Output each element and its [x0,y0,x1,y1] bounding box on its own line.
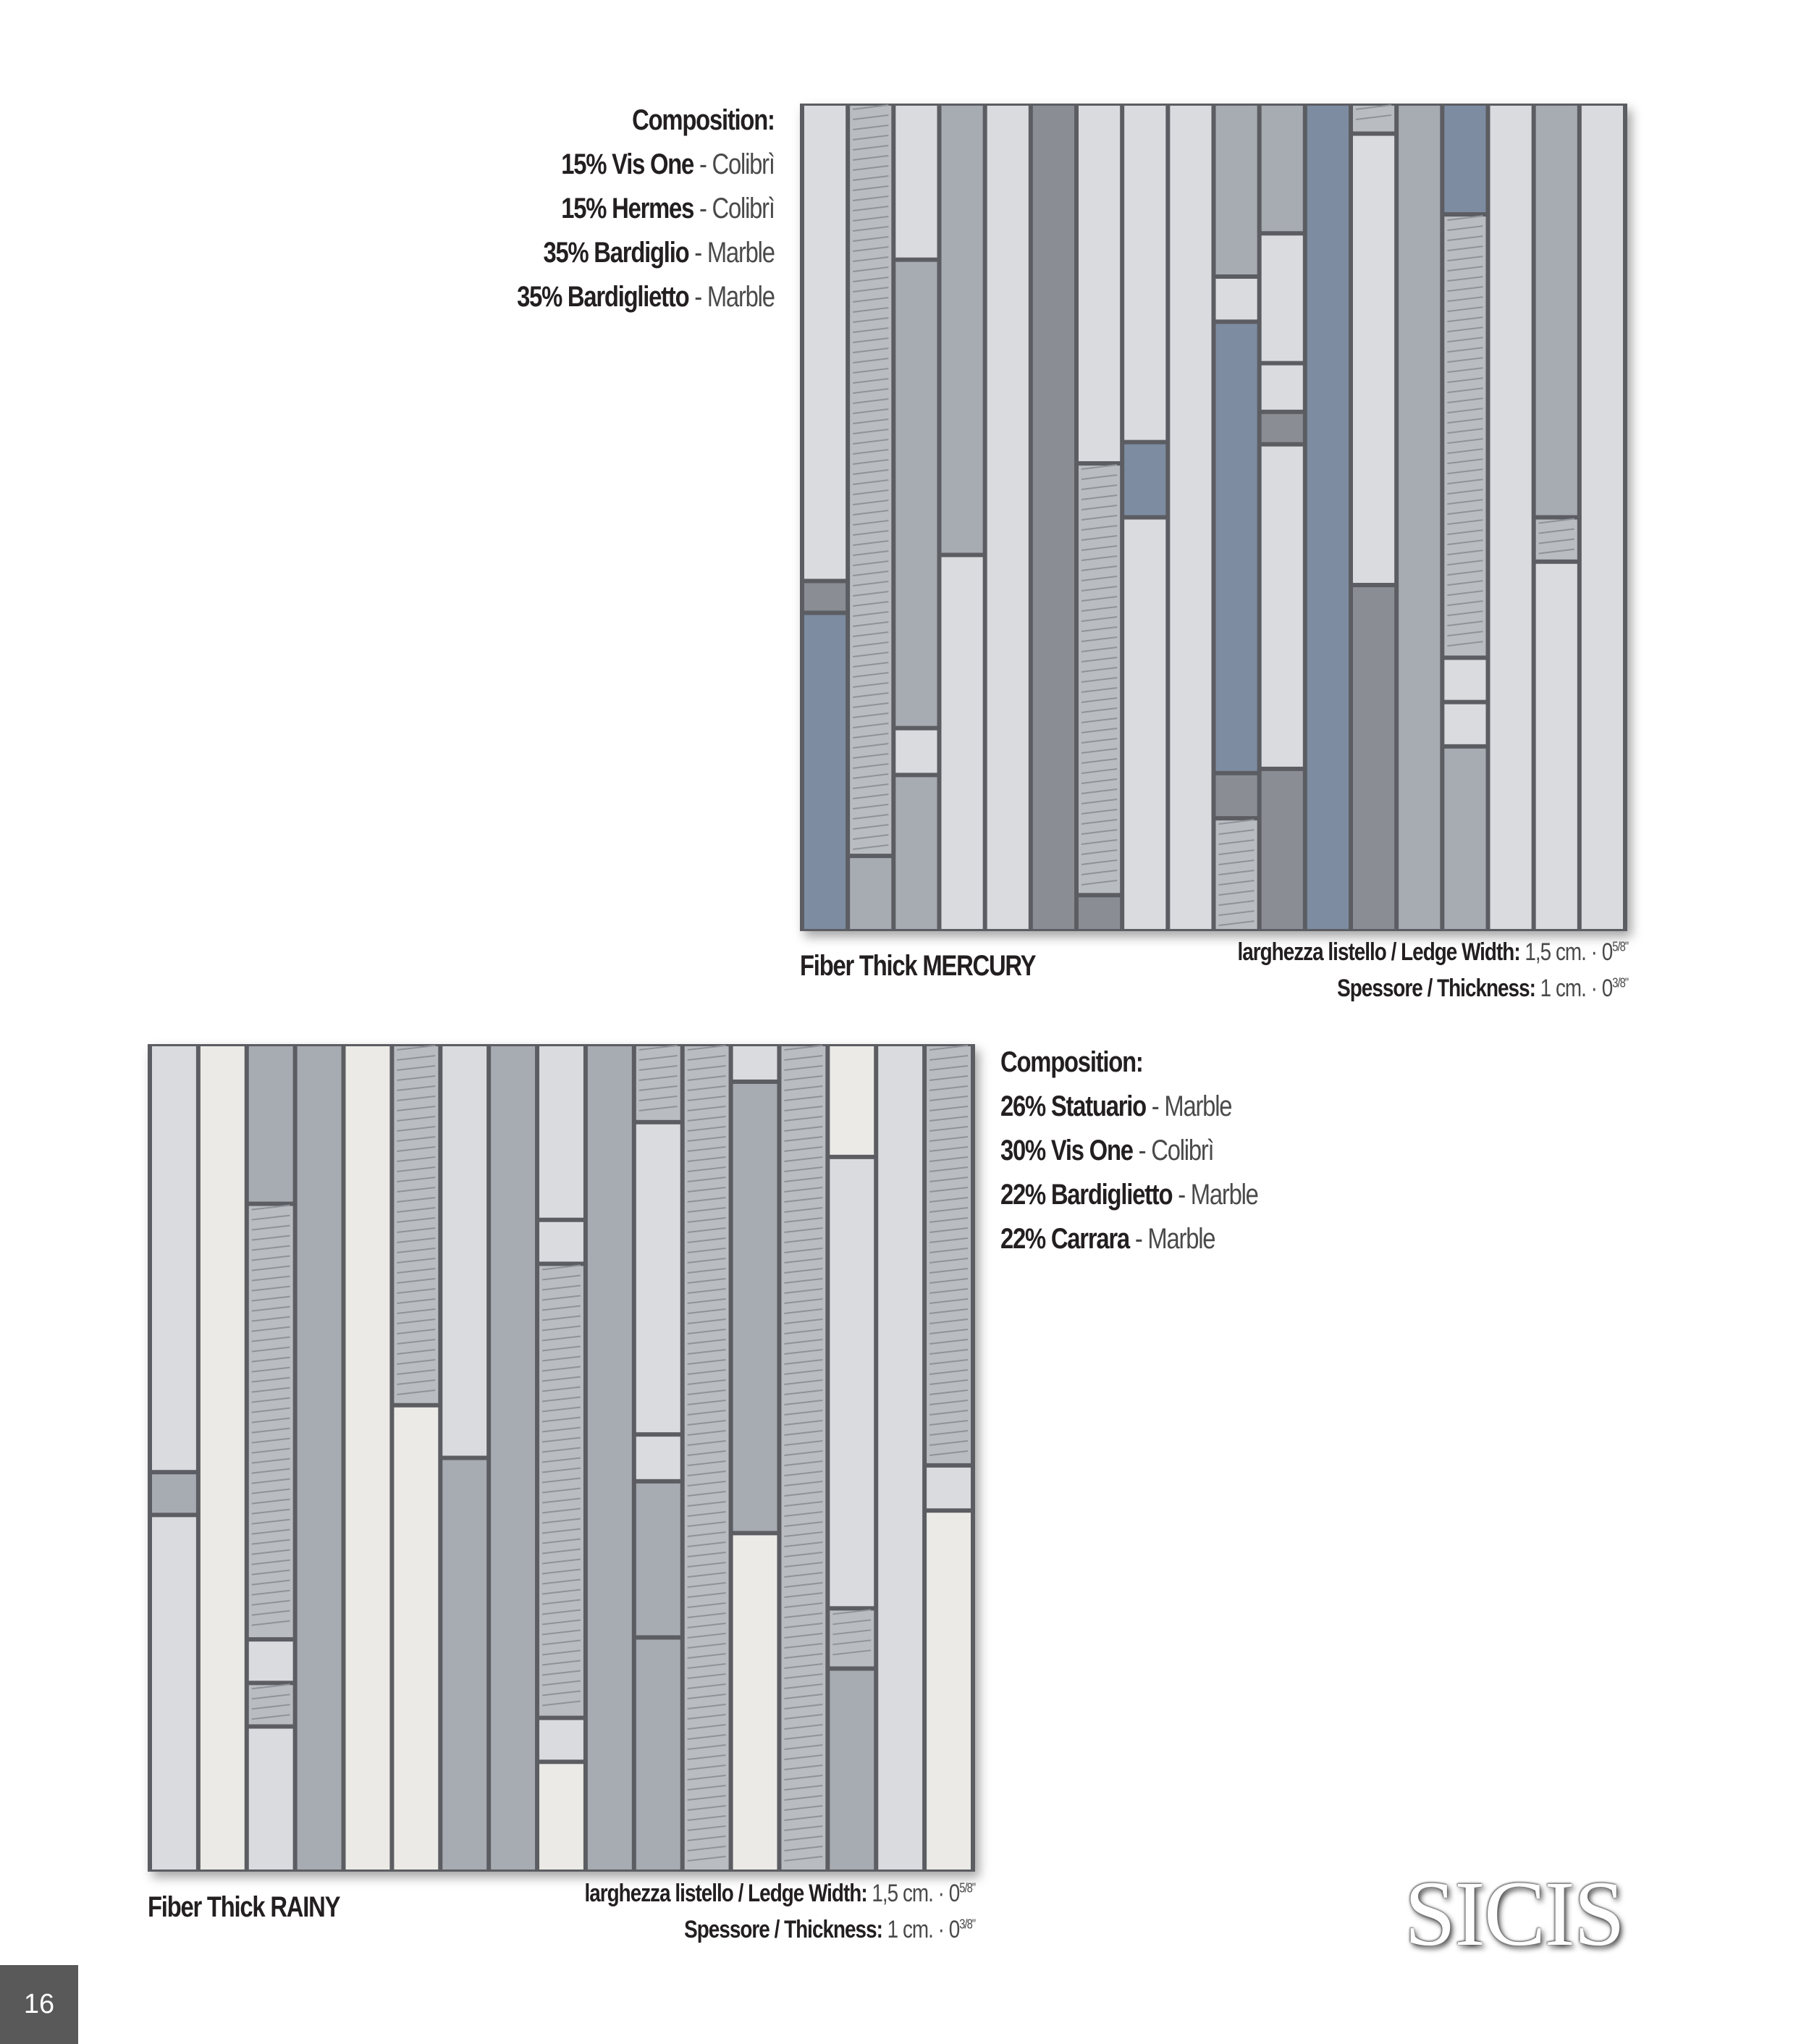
mercury-tile-image [800,104,1627,931]
rainy-mosaic-strip [733,1084,777,1531]
rainy-mosaic-strip [733,1046,777,1080]
mercury-mosaic-strip [1262,771,1303,929]
mercury-mosaic-strip [1079,897,1120,929]
rainy-composition-line: 30% Vis One - Colibrì [1000,1135,1214,1166]
rainy-mosaic-strip [152,1517,196,1870]
mercury-product-name: Fiber Thick MERCURY [800,950,1036,982]
rainy-mosaic-strip [927,1468,971,1508]
mercury-mosaic-strip [895,777,937,929]
mercury-mosaic-strip [850,858,891,929]
rainy-mosaic-strip [152,1474,196,1513]
mercury-composition-line: 35% Bardiglio - Marble [543,237,775,269]
rainy-composition-line: 22% Bardiglietto - Marble [1000,1179,1258,1211]
mercury-mosaic-strip [942,557,983,929]
rainy-thickness-spec: Spessore / Thickness: 1 cm. · $0^{3/8"}$ [684,1916,975,1943]
mercury-composition-line: 35% Bardiglietto - Marble [517,281,775,313]
rainy-product-name: Fiber Thick RAINY [148,1891,340,1923]
rainy-mosaic-strip [249,1728,293,1870]
rainy-mosaic-strip [539,1764,583,1870]
mercury-mosaic-strip [1490,106,1532,929]
mercury-mosaic-strip [1262,235,1303,361]
rainy-composition [1000,1040,1258,1261]
mercury-mosaic-strip [1124,520,1165,930]
mercury-mosaic-strip [1353,136,1394,583]
rainy-mosaic-strip [830,1159,874,1606]
mercury-mosaic-strip [895,106,937,258]
sicis-logo: SICIS [1404,1862,1624,1965]
mercury-mosaic-strip [804,583,846,610]
mercury-mosaic-strip [850,106,891,854]
mercury-mosaic-strip [1079,106,1120,461]
mercury-mosaic-strip [1124,445,1165,516]
rainy-composition-line: 26% Statuario - Marble [1000,1090,1232,1122]
mercury-mosaic-strip [1444,106,1485,212]
rainy-mosaic-strip [298,1046,342,1870]
rainy-mosaic-strip [830,1610,874,1666]
mercury-mosaic-strip [1536,564,1577,929]
rainy-mosaic-strip [346,1046,390,1870]
rainy-mosaic-strip [636,1437,680,1479]
rainy-mosaic-strip [878,1046,922,1870]
mercury-composition-line: 15% Hermes - Colibrì [561,193,775,224]
rainy-mosaic-strip [539,1222,583,1262]
mercury-width-spec: larghezza listello / Ledge Width: 1,5 cm. · $0^{5/8"}$ [1237,938,1628,966]
mercury-mosaic-strip [895,731,937,773]
mercury-mosaic-strip [1216,775,1257,816]
mercury-mosaic-strip [1262,366,1303,410]
mercury-mosaic-strip [1262,447,1303,767]
rainy-mosaic-strip [152,1046,196,1470]
mercury-mosaic-strip [1444,705,1485,744]
rainy-mosaic-strip [539,1046,583,1218]
rainy-composition-heading: Composition: [1000,1046,1143,1078]
rainy-mosaic-strip [927,1513,971,1870]
page-number [0,1965,78,2044]
mercury-mosaic-strip [1033,106,1074,929]
mercury-mosaic-strip [1444,749,1485,929]
page-number-label: 16 [23,1989,55,2019]
mercury-mosaic-strip [1170,106,1211,929]
mercury-mosaic-strip [1353,587,1394,929]
mercury-mosaic-strip [1536,106,1577,516]
mercury-mosaic-strip [804,615,846,929]
mercury-mosaic-strip [895,262,937,726]
mercury-mosaic-strip [1399,106,1440,929]
rainy-mosaic-strip [442,1460,486,1870]
mercury-mosaic-strip [987,106,1029,929]
rainy-mosaic-strip [394,1408,438,1870]
rainy-mosaic-strip [636,1124,680,1432]
rainy-width-spec: larghezza listello / Ledge Width: 1,5 cm. · $0^{5/8"}$ [584,1880,975,1907]
mercury-mosaic-strip [1444,216,1485,655]
rainy-mosaic-strip [830,1046,874,1155]
rainy-mosaic-strip [249,1641,293,1681]
mercury-mosaic-strip [1262,414,1303,442]
rainy-composition-line: 22% Carrara - Marble [1000,1223,1215,1255]
mercury-mosaic-strip [1444,660,1485,699]
mercury-mosaic-strip [1216,279,1257,319]
mercury-mosaic-strip [1216,106,1257,274]
rainy-mosaic-strip [201,1046,245,1870]
mercury-mosaic-strip [1124,106,1165,440]
rainy-mosaic-strip [491,1046,535,1870]
mercury-composition [517,98,775,319]
mercury-thickness-spec: Spessore / Thickness: 1 cm. · $0^{3/8"}$ [1337,975,1628,1002]
mercury-mosaic-strip [1307,106,1349,929]
rainy-mosaic-strip [733,1535,777,1870]
rainy-mosaic-strip [539,1720,583,1760]
rainy-mosaic-strip [442,1046,486,1456]
rainy-mosaic-strip [636,1640,680,1870]
rainy-mosaic-strip [636,1484,680,1636]
mercury-mosaic-strip [1582,106,1623,929]
rainy-tile-image [148,1044,975,1872]
rainy-mosaic-strip [249,1046,293,1202]
rainy-specs [584,1875,975,1948]
mercury-composition-heading: Composition: [632,104,775,136]
mercury-mosaic-strip [1216,324,1257,770]
mercury-composition-line: 15% Vis One - Colibrì [561,148,775,180]
mercury-mosaic-strip [804,106,846,579]
mercury-mosaic-strip [942,106,983,552]
rainy-mosaic-strip [830,1670,874,1870]
mercury-mosaic-strip [1262,106,1303,231]
mercury-specs [1237,934,1628,1006]
rainy-mosaic-strip [588,1046,632,1870]
